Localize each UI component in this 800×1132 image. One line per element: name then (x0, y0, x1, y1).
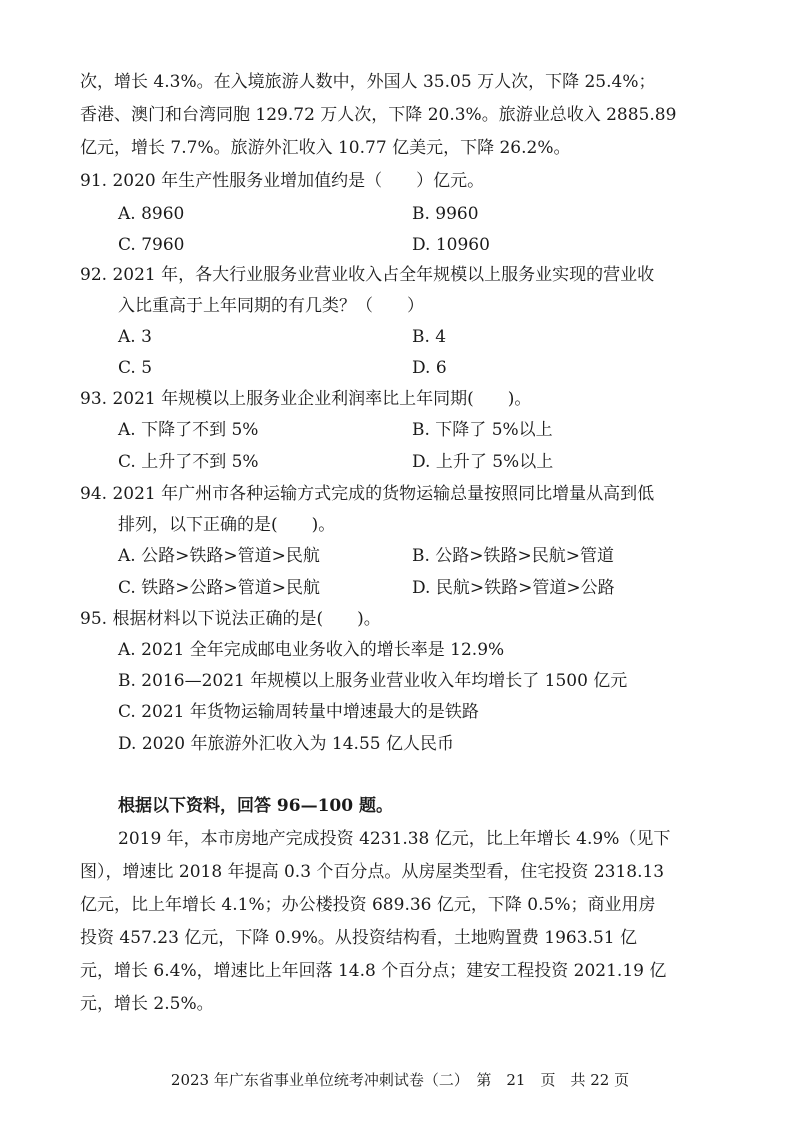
question-91-stem: 91. 2020 年生产性服务业增加值约是（ ）亿元。 (80, 171, 485, 191)
question-92-option-c[interactable]: C. 5 (118, 358, 153, 378)
intro-line-2: 香港、澳门和台湾同胞 129.72 万人次，下降 20.3%。旅游业总收入 2885.89 (80, 105, 677, 125)
question-94-stem-line-2: 排列，以下正确的是( )。 (118, 515, 336, 535)
question-95-option-b[interactable]: B. 2016—2021 年规模以上服务业营业收入年均增长了 1500 亿元 (118, 671, 628, 691)
question-94-option-b[interactable]: B. 公路>铁路>民航>管道 (412, 546, 615, 566)
question-94-option-a[interactable]: A. 公路>铁路>管道>民航 (118, 546, 320, 566)
section-paragraph-line-2: 图），增速比 2018 年提高 0.3 个百分点。从房屋类型看，住宅投资 2318.13 (80, 862, 665, 882)
question-93-stem: 93. 2021 年规模以上服务业企业利润率比上年同期( )。 (80, 389, 532, 409)
section-paragraph-line-4: 投资 457.23 亿元，下降 0.9%。从投资结构看，土地购置费 1963.51 亿 (80, 928, 637, 948)
question-93-option-a[interactable]: A. 下降了不到 5% (118, 420, 259, 440)
question-94-option-c[interactable]: C. 铁路>公路>管道>民航 (118, 578, 320, 598)
section-paragraph-line-5: 元，增长 6.4%，增速比上年回落 14.8 个百分点；建安工程投资 2021.19 亿 (80, 961, 667, 981)
question-93-option-d[interactable]: D. 上升了 5%以上 (412, 452, 554, 472)
question-91-option-c[interactable]: C. 7960 (118, 235, 185, 255)
question-95-stem: 95. 根据材料以下说法正确的是( )。 (80, 609, 381, 629)
question-91-option-b[interactable]: B. 9960 (412, 204, 479, 224)
question-93-option-c[interactable]: C. 上升了不到 5% (118, 452, 259, 472)
section-paragraph-line-6: 元，增长 2.5%。 (80, 994, 214, 1014)
question-95-option-c[interactable]: C. 2021 年货物运输周转量中增速最大的是铁路 (118, 702, 479, 722)
intro-line-3: 亿元，增长 7.7%。旅游外汇收入 10.77 亿美元，下降 26.2%。 (80, 138, 571, 158)
question-92-option-d[interactable]: D. 6 (412, 358, 447, 378)
question-92-stem-line-2: 入比重高于上年同期的有几类？（ ） (118, 296, 424, 316)
intro-line-1: 次，增长 4.3%。在入境旅游人数中，外国人 35.05 万人次，下降 25.4%； (80, 72, 656, 92)
question-92-option-a[interactable]: A. 3 (118, 327, 152, 347)
question-92-stem-line-1: 92. 2021 年，各大行业服务业营业收入占全年规模以上服务业实现的营业收 (80, 265, 655, 285)
question-95-option-a[interactable]: A. 2021 全年完成邮电业务收入的增长率是 12.9% (118, 640, 505, 660)
page-footer: 2023 年广东省事业单位统考冲刺试卷（二） 第 21 页 共 22 页 (170, 1071, 630, 1089)
question-93-option-b[interactable]: B. 下降了 5%以上 (412, 420, 553, 440)
question-94-stem-line-1: 94. 2021 年广州市各种运输方式完成的货物运输总量按照同比增量从高到低 (80, 484, 655, 504)
section-paragraph-line-3: 亿元，比上年增长 4.1%；办公楼投资 689.36 亿元，下降 0.5%；商业用房 (80, 895, 656, 915)
question-94-option-d[interactable]: D. 民航>铁路>管道>公路 (412, 578, 615, 598)
section-heading: 根据以下资料，回答 96—100 题。 (118, 796, 393, 816)
question-95-option-d[interactable]: D. 2020 年旅游外汇收入为 14.55 亿人民币 (118, 734, 454, 754)
question-91-option-d[interactable]: D. 10960 (412, 235, 490, 255)
question-91-option-a[interactable]: A. 8960 (118, 204, 185, 224)
section-paragraph-line-1: 2019 年，本市房地产完成投资 4231.38 亿元，比上年增长 4.9%（见下 (118, 829, 671, 849)
question-92-option-b[interactable]: B. 4 (412, 327, 447, 347)
